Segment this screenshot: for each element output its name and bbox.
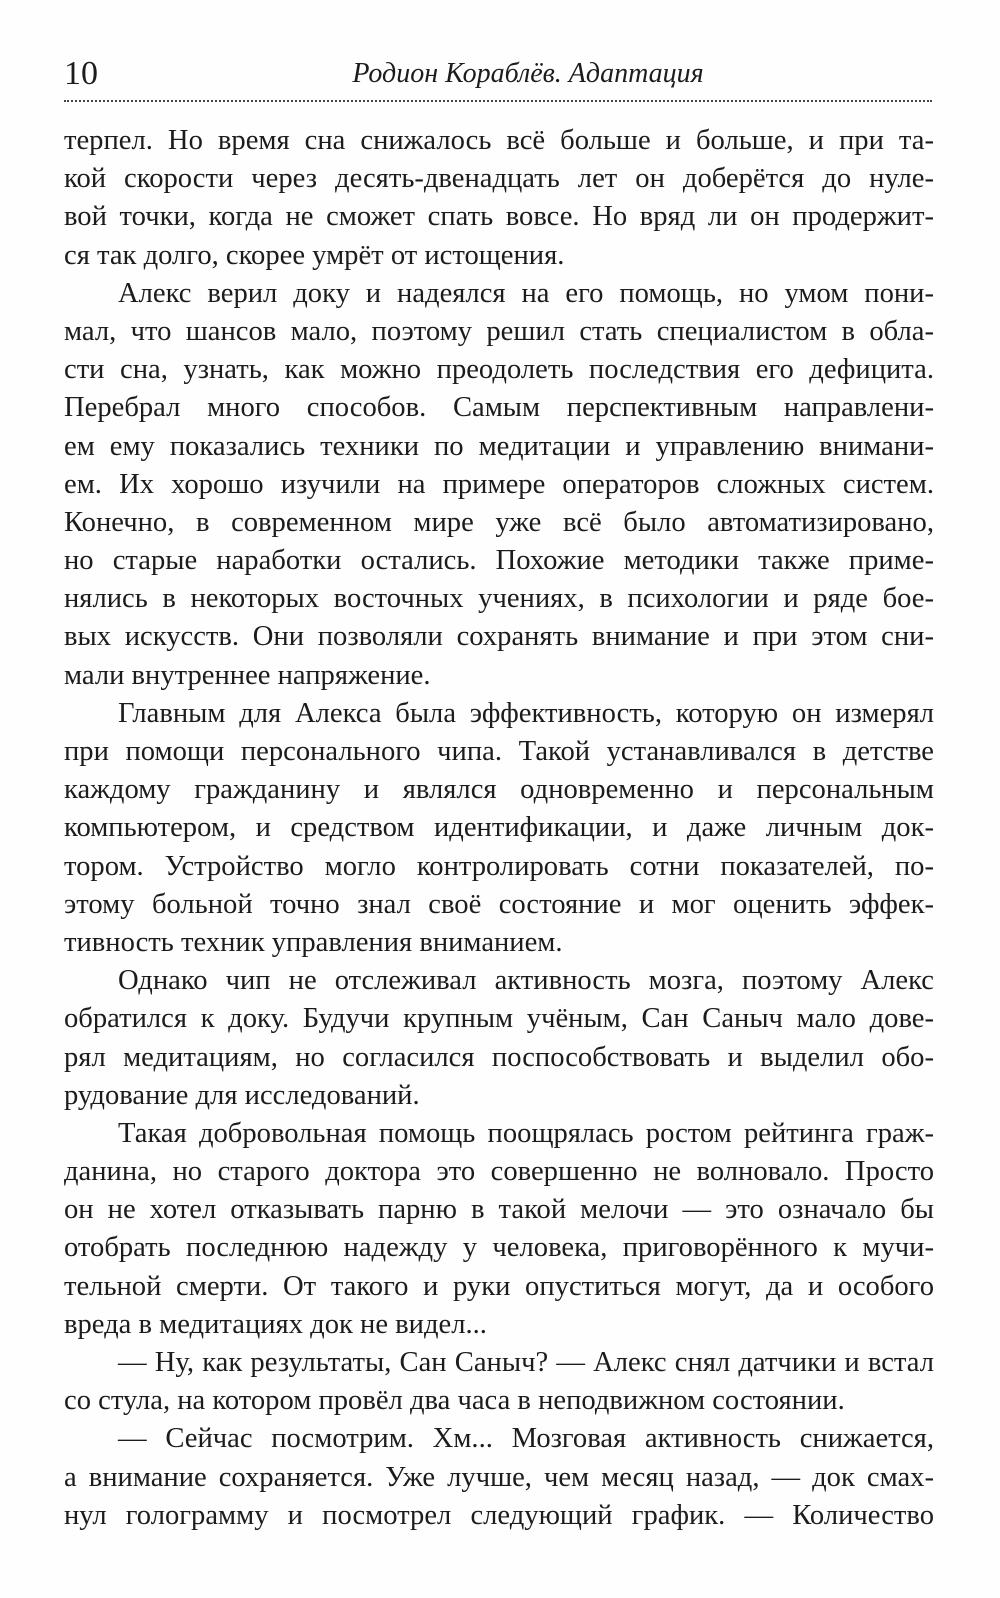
text-line: а внимание сохраняется. Уже лучше, чем месяц назад, — док смах- <box>64 1461 934 1493</box>
text-line: мал, что шансов мало, поэтому решил стать специалистом в обла- <box>64 315 934 347</box>
text-line: тельной смерти. От такого и руки опуститься могут, да и особого <box>64 1270 934 1302</box>
text-line: — Сейчас посмотрим. Хм... Мозговая активность снижается, <box>118 1423 934 1455</box>
text-line: ем ему показались техники по медитации и управлению внимани- <box>64 430 934 462</box>
text-line: Конечно, в современном мире уже всё было автоматизировано, <box>64 506 934 538</box>
text-line: рудование для исследований. <box>64 1079 420 1111</box>
text-line: Такая добровольная помощь поощрялась ростом рейтинга граж- <box>118 1117 934 1149</box>
text-line: рял медитациям, но согласился поспособствовать и выделил обо- <box>64 1041 934 1073</box>
running-title: Родион Кораблёв. Адаптация <box>352 58 704 89</box>
text-line: при помощи персонального чипа. Такой устанавливался в детстве <box>64 736 934 767</box>
body-text <box>64 122 934 1535</box>
text-line: ся так долго, скорее умрёт от истощения. <box>64 239 565 271</box>
text-line: компьютером, и средством идентификации, и даже личным док- <box>64 812 934 844</box>
text-line: ем. Их хорошо изучили на примере операторов сложных систем. <box>64 468 934 500</box>
text-line: Главным для Алекса была эффективность, которую он измерял <box>118 697 934 729</box>
text-line: он не хотел отказывать парню в такой мелочи — это означало бы <box>64 1194 934 1226</box>
text-line: Однако чип не отслеживал активность мозга, поэтому Алекс <box>118 965 934 997</box>
text-line: каждому гражданину и являлся одновременно и персональным <box>64 774 934 806</box>
page-number: 10 <box>64 55 98 92</box>
text-line: нул голограмму и посмотрел следующий график. — Количество <box>64 1499 934 1531</box>
text-line: Алекс верил доку и надеялся на его помощь, но умом пони- <box>118 277 934 309</box>
text-line: но старые наработки остались. Похожие методики также приме- <box>64 545 934 577</box>
text-line: нялись в некоторых восточных учениях, в психологии и ряде бое- <box>64 583 934 615</box>
text-line: мали внутреннее напряжение. <box>64 659 431 691</box>
text-line: вых искусств. Они позволяли сохранять внимание и при этом сни- <box>64 621 934 653</box>
text-line: тивность техник управления вниманием. <box>64 926 563 958</box>
text-line: со стула, на котором провёл два часа в неподвижном состоянии. <box>64 1385 845 1417</box>
text-line: обратился к доку. Будучи крупным учёным, Сан Саныч мало дове- <box>64 1003 934 1035</box>
text-line: вой точки, когда не сможет спать вовсе. Но вряд ли он продержит- <box>64 201 934 233</box>
text-line: Перебрал много способов. Самым перспективным направлени- <box>64 392 934 424</box>
text-line: этому больной точно знал своё состояние и мог оценить эффек- <box>64 888 934 920</box>
header-dotted-rule <box>64 100 932 102</box>
text-line: тором. Устройство могло контролировать сотни показателей, по- <box>64 850 934 882</box>
text-line: вреда в медитациях док не видел... <box>64 1308 487 1340</box>
running-head <box>64 52 932 100</box>
text-line: терпел. Но время сна снижалось всё больше и больше, и при та- <box>64 125 934 156</box>
text-line: кой скорости через десять-двенадцать лет он доберётся до нуле- <box>64 163 934 195</box>
text-line: сти сна, узнать, как можно преодолеть последствия его дефицита. <box>64 354 934 386</box>
text-line: данина, но старого доктора это совершенно не волновало. Просто <box>64 1156 934 1188</box>
text-line: — Ну, как результаты, Сан Саныч? — Алекс снял датчики и встал <box>118 1347 934 1378</box>
text-line: отобрать последнюю надежду у человека, приговорённого к мучи- <box>64 1232 934 1264</box>
